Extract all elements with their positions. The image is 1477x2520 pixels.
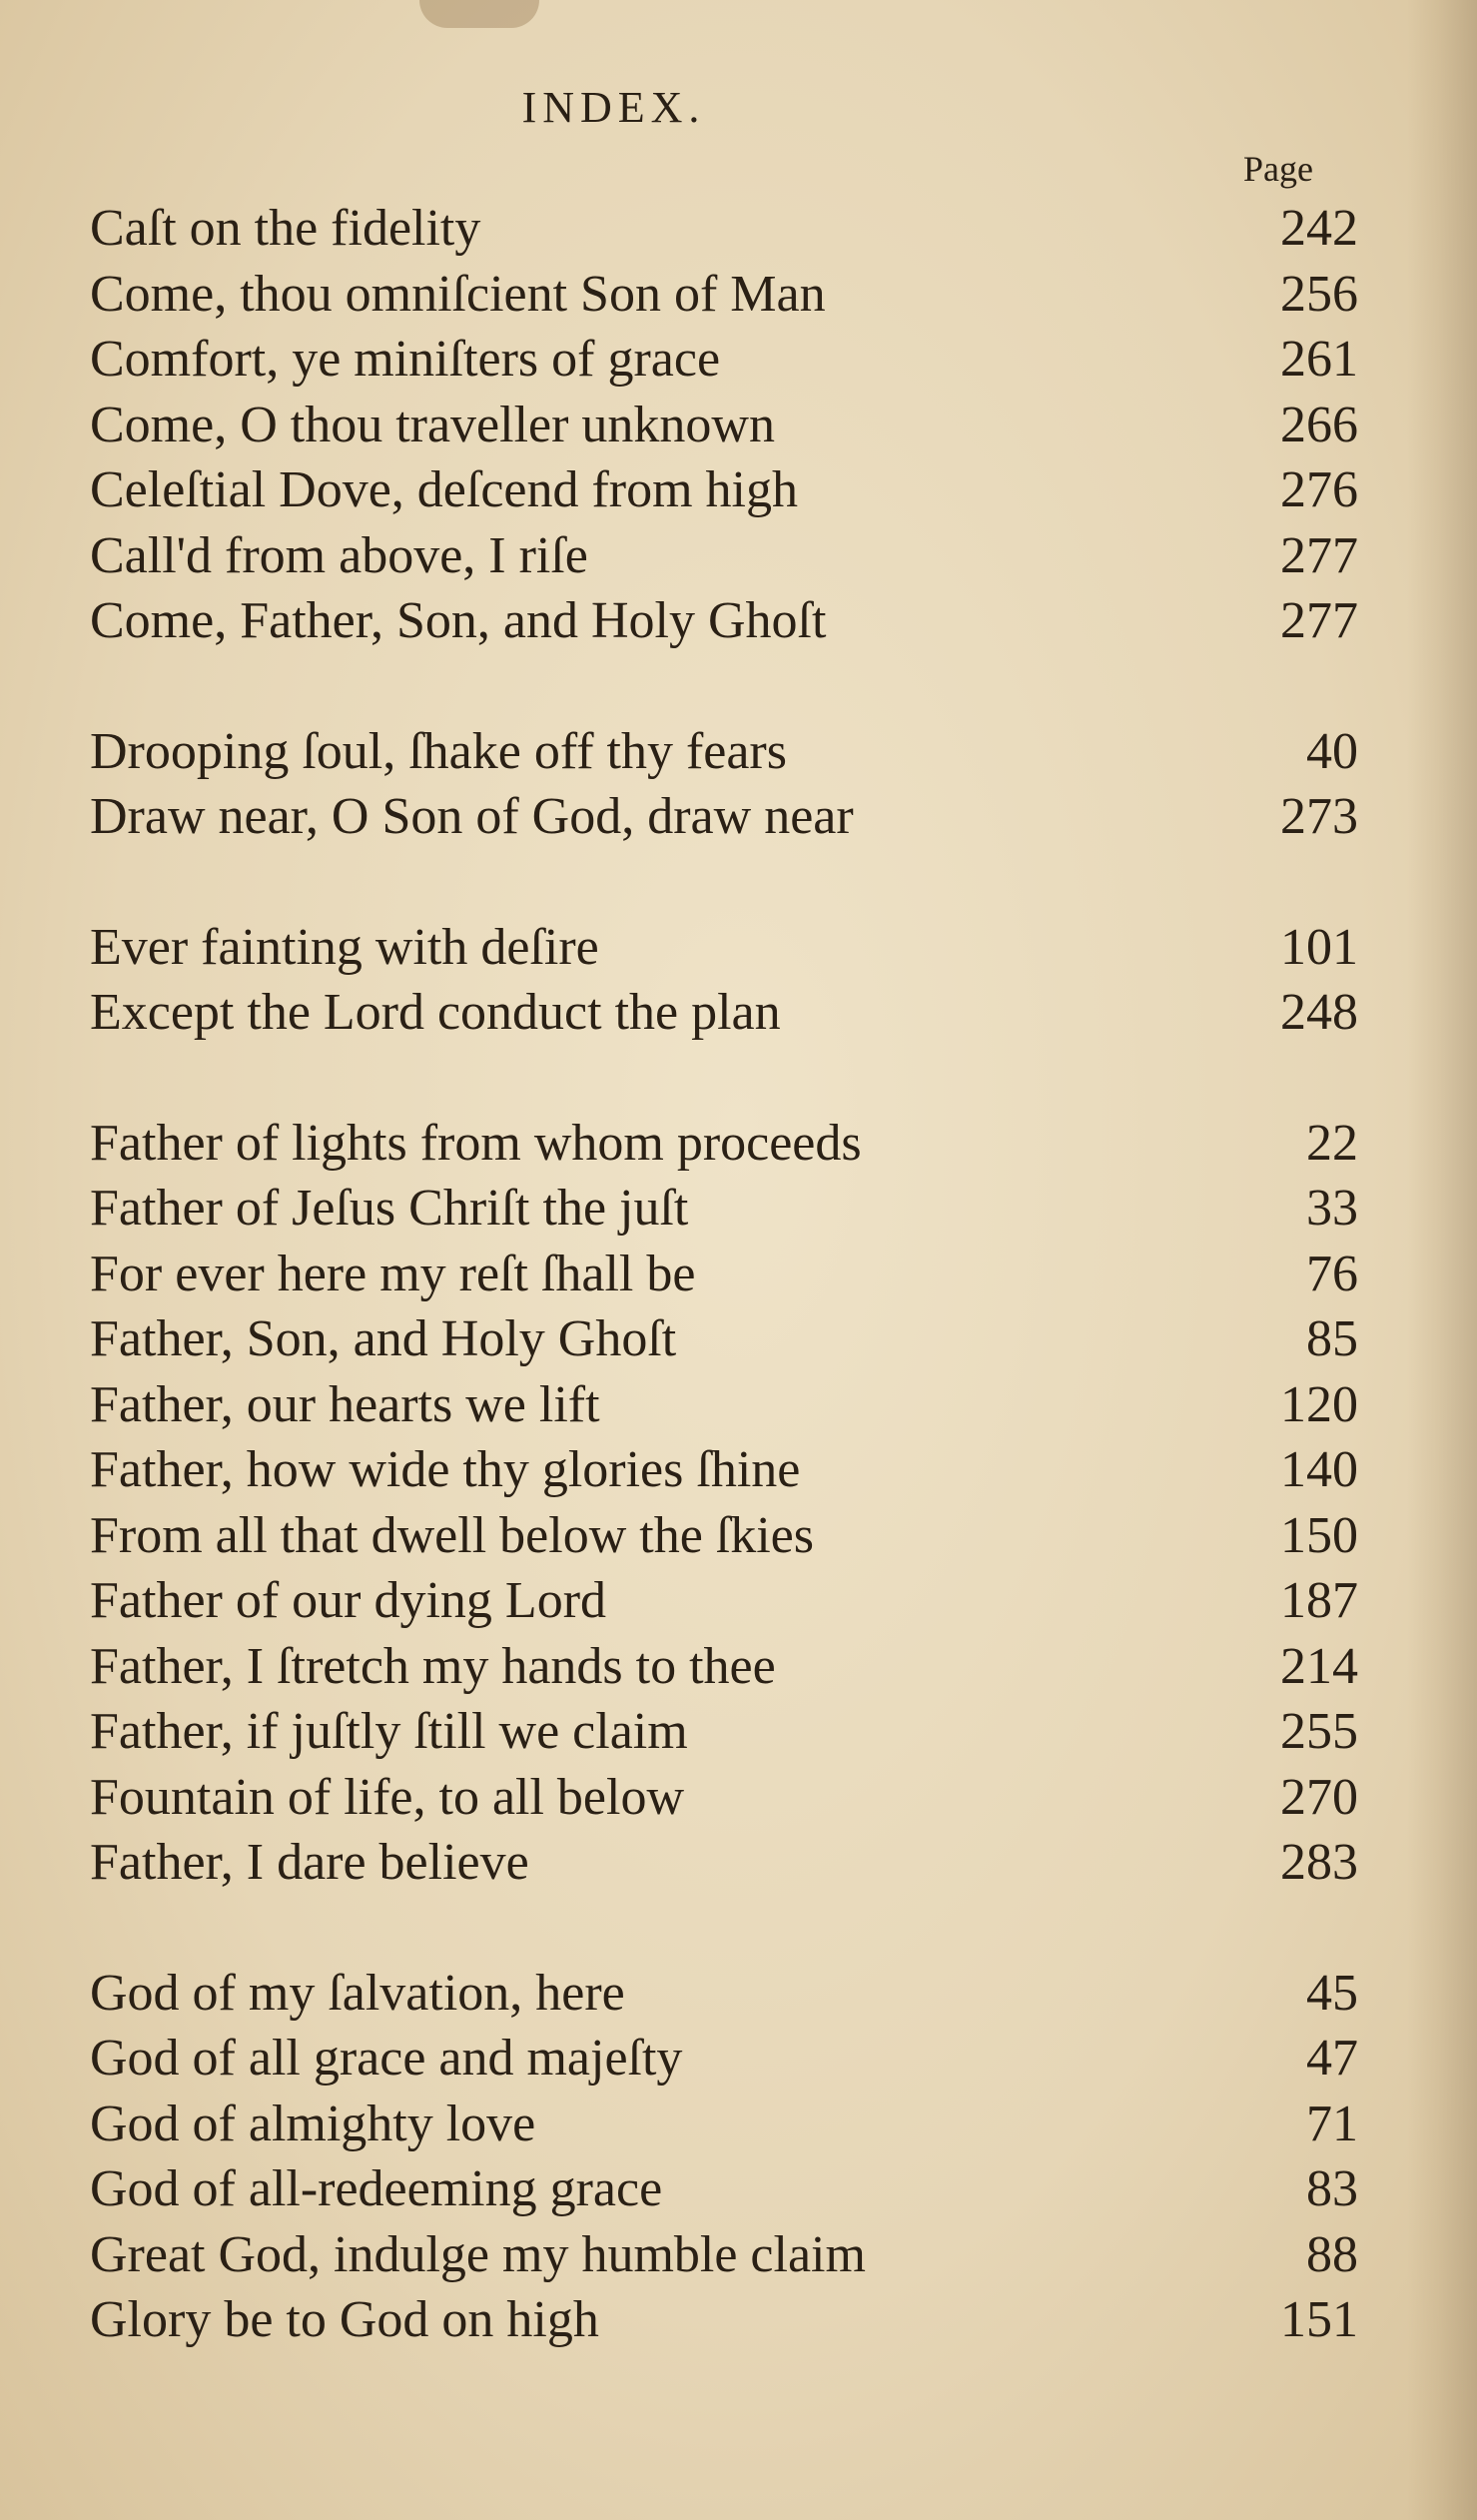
entry-first-line: Come, O thou traveller unknown [90, 396, 775, 453]
entry-first-line: Father of Jeſus Chriſt the juſt [90, 1180, 689, 1237]
entry-first-line: God of my ſalvation, here [90, 1964, 625, 2022]
entry-page-number: 151 [1280, 2291, 1358, 2348]
index-entry [90, 980, 1358, 1046]
index-entry [90, 1634, 1358, 1700]
index-entries [90, 196, 1358, 2418]
index-entry [90, 719, 1358, 785]
index-entry [90, 1242, 1358, 1307]
page-edge-shadow [1407, 0, 1477, 2520]
entry-page-number: 256 [1280, 265, 1358, 323]
index-entry [90, 1437, 1358, 1503]
entry-first-line: Caſt on the fidelity [90, 200, 481, 257]
index-group [90, 1961, 1358, 2353]
index-entry [90, 1176, 1358, 1242]
entry-page-number: 40 [1306, 722, 1358, 780]
index-entry [90, 784, 1358, 850]
index-entry [90, 523, 1358, 589]
entry-page-number: 47 [1306, 2030, 1358, 2087]
entry-page-number: 187 [1280, 1572, 1358, 1629]
index-group [90, 719, 1358, 850]
entry-first-line: Celeſtial Dove, deſcend from high [90, 461, 799, 518]
entry-first-line: Great God, indulge my humble claim [90, 2225, 866, 2283]
index-entry [90, 2222, 1358, 2288]
entry-page-number: 88 [1306, 2225, 1358, 2283]
entry-first-line: Comfort, ye miniſters of grace [90, 331, 721, 388]
index-group [90, 1111, 1358, 1896]
index-entry [90, 1372, 1358, 1438]
entry-page-number: 120 [1280, 1375, 1358, 1433]
entry-first-line: Father, Son, and Holy Ghoſt [90, 1310, 677, 1367]
entry-first-line: Father, I ſtretch my hands to thee [90, 1637, 776, 1695]
index-group [90, 196, 1358, 654]
entry-first-line: Father of lights from whom proceeds [90, 1114, 862, 1172]
entry-first-line: Father, our hearts we lift [90, 1375, 600, 1433]
page-title [0, 82, 1477, 133]
entry-page-number: 261 [1280, 331, 1358, 388]
entry-page-number: 255 [1280, 1703, 1358, 1760]
index-entry [90, 1111, 1358, 1177]
index-entry [90, 2287, 1358, 2353]
index-entry [90, 1306, 1358, 1372]
index-entry [90, 1830, 1358, 1896]
index-entry [90, 457, 1358, 523]
entry-page-number: 270 [1280, 1768, 1358, 1826]
entry-page-number: 83 [1306, 2160, 1358, 2217]
page-column-label: Page [1243, 149, 1313, 189]
entry-first-line: Father, I dare believe [90, 1834, 529, 1891]
index-entry [90, 327, 1358, 393]
entry-page-number: 22 [1306, 1114, 1358, 1172]
entry-first-line: Come, Father, Son, and Holy Ghoſt [90, 592, 827, 649]
entry-page-number: 101 [1280, 918, 1358, 976]
entry-first-line: For ever here my reſt ſhall be [90, 1245, 696, 1302]
index-entry [90, 393, 1358, 458]
index-entry [90, 915, 1358, 981]
entry-page-number: 214 [1280, 1637, 1358, 1695]
entry-page-number: 277 [1280, 526, 1358, 584]
entry-page-number: 76 [1306, 1245, 1358, 1302]
index-entry [90, 2156, 1358, 2222]
entry-first-line: Except the Lord conduct the plan [90, 984, 781, 1041]
entry-first-line: Draw near, O Son of God, draw near [90, 788, 854, 845]
index-entry [90, 1699, 1358, 1765]
entry-page-number: 33 [1306, 1180, 1358, 1237]
index-entry [90, 588, 1358, 654]
entry-page-number: 266 [1280, 396, 1358, 453]
index-entry [90, 262, 1358, 328]
entry-first-line: Fountain of life, to all below [90, 1768, 685, 1826]
entry-page-number: 248 [1280, 984, 1358, 1041]
entry-first-line: God of all grace and majeſty [90, 2030, 683, 2087]
entry-page-number: 277 [1280, 592, 1358, 649]
index-entry [90, 2092, 1358, 2157]
entry-first-line: Father, if juſtly ſtill we claim [90, 1703, 688, 1760]
entry-first-line: Call'd from above, I riſe [90, 526, 588, 584]
page-title-text: INDEX. [521, 83, 706, 132]
entry-first-line: Come, thou omniſcient Son of Man [90, 265, 826, 323]
index-entry [90, 196, 1358, 262]
entry-first-line: Drooping ſoul, ſhake off thy fears [90, 722, 787, 780]
entry-first-line: God of all-redeeming grace [90, 2160, 663, 2217]
entry-page-number: 273 [1280, 788, 1358, 845]
index-group [90, 915, 1358, 1046]
entry-page-number: 283 [1280, 1834, 1358, 1891]
index-entry [90, 1568, 1358, 1634]
entry-page-number: 242 [1280, 200, 1358, 257]
entry-first-line: God of almighty love [90, 2095, 536, 2152]
entry-first-line: Father of our dying Lord [90, 1572, 607, 1629]
entry-first-line: Glory be to God on high [90, 2291, 599, 2348]
index-entry [90, 1961, 1358, 2027]
entry-page-number: 71 [1306, 2095, 1358, 2152]
index-entry [90, 1503, 1358, 1569]
entry-first-line: From all that dwell below the ſkies [90, 1506, 814, 1564]
entry-page-number: 150 [1280, 1506, 1358, 1564]
index-entry [90, 1765, 1358, 1831]
entry-page-number: 140 [1280, 1441, 1358, 1498]
page-stain [419, 0, 539, 28]
entry-page-number: 85 [1306, 1310, 1358, 1367]
entry-page-number: 45 [1306, 1964, 1358, 2022]
entry-first-line: Father, how wide thy glories ſhine [90, 1441, 801, 1498]
entry-page-number: 276 [1280, 461, 1358, 518]
index-entry [90, 2026, 1358, 2092]
entry-first-line: Ever fainting with deſire [90, 918, 599, 976]
